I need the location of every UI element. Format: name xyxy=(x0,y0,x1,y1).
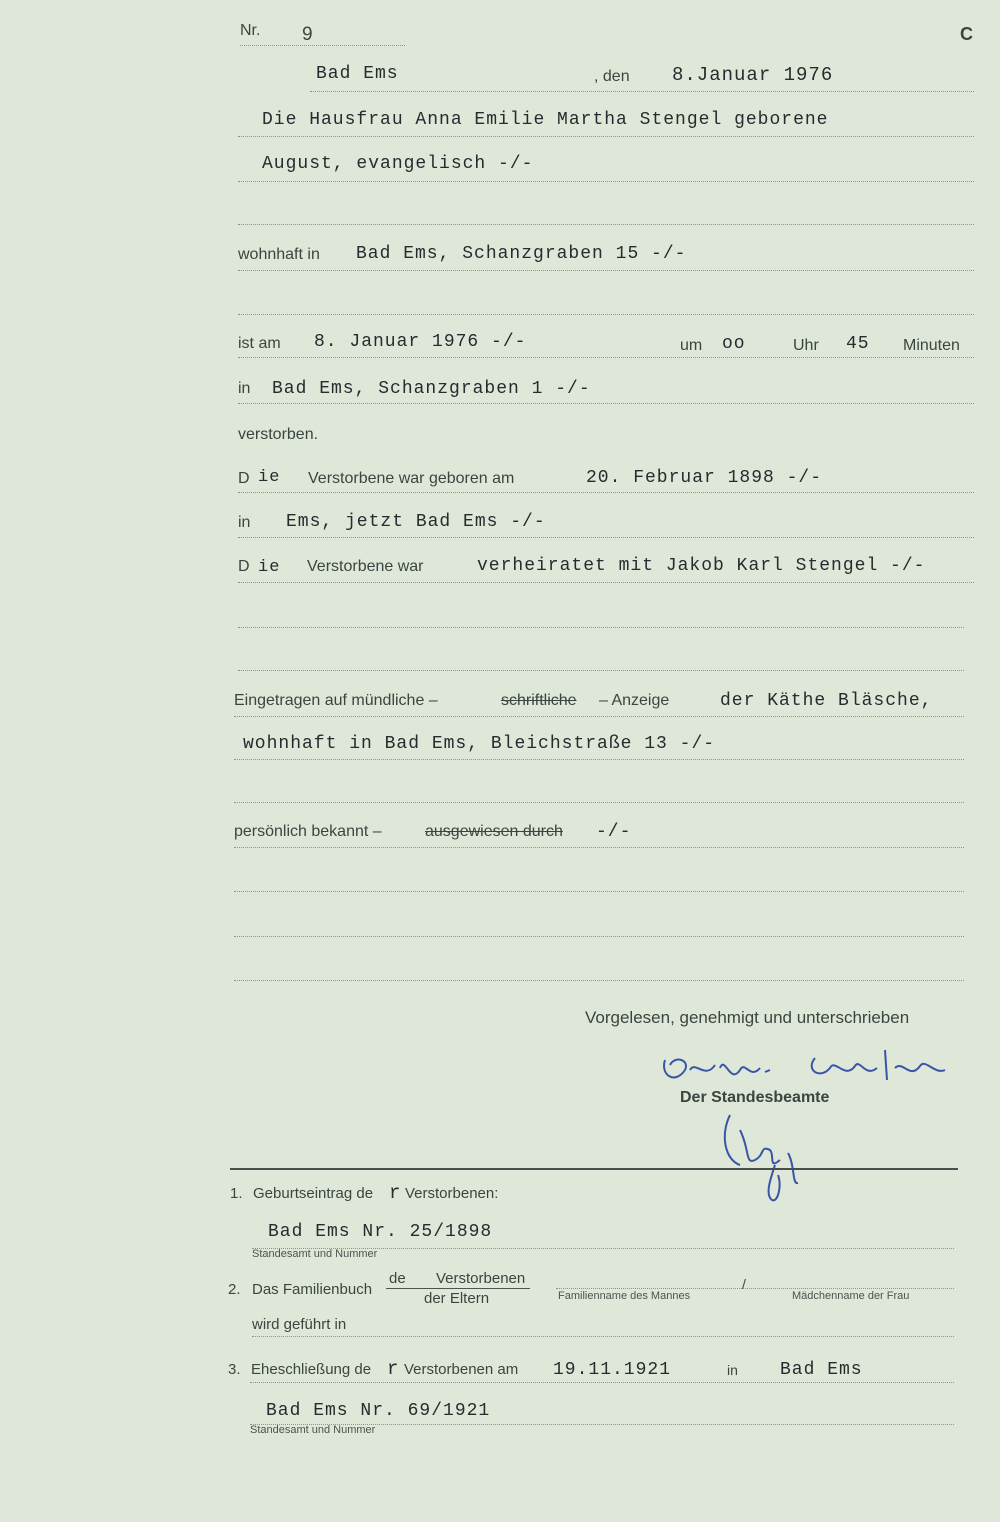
person-line-2-dots xyxy=(238,181,974,182)
note-3-in: in xyxy=(727,1362,738,1378)
um-label: um xyxy=(680,337,703,354)
blank-line-7 xyxy=(234,936,964,937)
residence-dots xyxy=(238,270,974,271)
note-2-wife-caption: Mädchenname der Frau xyxy=(792,1290,910,1302)
note-1-label: Geburtseintrag de xyxy=(253,1185,374,1202)
note-3-r: r xyxy=(387,1358,400,1380)
note-2-label: Das Familienbuch xyxy=(252,1281,373,1298)
death-place: Bad Ems, Schanzgraben 1 -/- xyxy=(272,379,591,399)
note-3-number: 3. xyxy=(228,1361,241,1378)
note-3-dots xyxy=(250,1382,954,1383)
note-1-value: Bad Ems Nr. 25/1898 xyxy=(268,1222,493,1242)
note-2-name-dots xyxy=(556,1288,954,1289)
birth-text: Verstorbene war geboren am xyxy=(308,470,515,487)
identity-label: persönlich bekannt – xyxy=(234,823,382,840)
note-1-tail: Verstorbenen: xyxy=(405,1185,499,1202)
nr-dotted-line xyxy=(240,45,405,46)
report-label-b: – Anzeige xyxy=(599,692,670,709)
report-label-a: Eingetragen auf mündliche – xyxy=(234,692,438,709)
identity-dots xyxy=(234,847,964,848)
nr-value: 9 xyxy=(302,24,313,45)
note-2-top-de: de xyxy=(389,1270,406,1287)
birth-place-dots xyxy=(238,537,974,538)
note-2-fraction-line xyxy=(386,1288,530,1289)
den-label: , den xyxy=(594,68,630,85)
death-in-label: in xyxy=(238,380,251,397)
residence-label: wohnhaft in xyxy=(238,246,320,263)
ist-am-label: ist am xyxy=(238,335,281,352)
birth-d-label: D xyxy=(238,470,250,487)
nr-label: Nr. xyxy=(240,22,261,39)
marital-d-label: D xyxy=(238,558,250,575)
death-hour: oo xyxy=(722,334,746,354)
corner-letter: C xyxy=(960,24,973,44)
note-2-tail: wird geführt in xyxy=(252,1316,347,1333)
note-3-date: 19.11.1921 xyxy=(553,1360,672,1380)
place-date-line xyxy=(310,91,974,92)
place-value: Bad Ems xyxy=(316,64,399,84)
note-3-label: Eheschließung de xyxy=(251,1361,372,1378)
birth-date-dots xyxy=(238,492,974,493)
death-date: 8. Januar 1976 -/- xyxy=(314,332,527,352)
person-line-2: August, evangelisch -/- xyxy=(262,154,534,174)
date-value: 8.Januar 1976 xyxy=(672,64,834,86)
report-value-2: wohnhaft in Bad Ems, Bleichstraße 13 -/- xyxy=(243,734,716,754)
note-2-husband-caption: Familienname des Mannes xyxy=(558,1290,691,1302)
blank-line-4 xyxy=(238,670,964,671)
note-2-slash: / xyxy=(742,1276,746,1292)
uhr-label: Uhr xyxy=(793,337,819,354)
note-2-number: 2. xyxy=(228,1281,241,1298)
blank-line-6 xyxy=(234,891,964,892)
identity-value: -/- xyxy=(596,822,632,842)
blank-line-1 xyxy=(238,224,974,225)
note-1-r: r xyxy=(389,1182,402,1204)
notes-divider xyxy=(230,1168,958,1170)
official-title: Der Standesbeamte xyxy=(680,1089,830,1106)
report-dots-1 xyxy=(234,716,964,717)
verstorben-label: verstorben. xyxy=(238,426,319,443)
birth-place: Ems, jetzt Bad Ems -/- xyxy=(286,512,546,532)
blank-line-3 xyxy=(238,627,964,628)
identity-struck: ausgewiesen durch xyxy=(425,823,563,840)
note-2-dots xyxy=(252,1336,954,1337)
death-minutes: 45 xyxy=(846,334,870,354)
birth-ie: ie xyxy=(258,468,281,487)
birth-date: 20. Februar 1898 -/- xyxy=(586,468,823,488)
person-line-1-dots xyxy=(238,136,974,137)
report-label-struck: schriftliche xyxy=(501,692,577,709)
report-value-1: der Käthe Bläsche, xyxy=(720,691,933,711)
person-line-1: Die Hausfrau Anna Emilie Martha Stengel geborene xyxy=(262,110,829,130)
blank-line-8 xyxy=(234,980,964,981)
note-3-tail: Verstorbenen am xyxy=(404,1361,519,1378)
residence-value: Bad Ems, Schanzgraben 15 -/- xyxy=(356,244,687,264)
death-place-dots xyxy=(238,403,974,404)
marital-dots xyxy=(238,582,974,583)
note-1-number: 1. xyxy=(230,1185,243,1202)
blank-line-5 xyxy=(234,802,964,803)
blank-line-2 xyxy=(238,314,974,315)
note-1-caption: Standesamt und Nummer xyxy=(252,1248,378,1260)
report-dots-2 xyxy=(234,759,964,760)
note-3-caption: Standesamt und Nummer xyxy=(250,1424,376,1436)
marital-ie: ie xyxy=(258,558,281,577)
marital-value: verheiratet mit Jakob Karl Stengel -/- xyxy=(477,556,926,576)
birth-in-label: in xyxy=(238,514,251,531)
note-3-value: Bad Ems Nr. 69/1921 xyxy=(266,1401,491,1421)
note-2-top: Verstorbenen xyxy=(436,1270,526,1287)
note-2-bottom: der Eltern xyxy=(424,1290,490,1307)
read-approved-text: Vorgelesen, genehmigt und unterschrieben xyxy=(585,1008,910,1027)
minuten-label: Minuten xyxy=(903,337,960,354)
registrar-signature xyxy=(710,1105,810,1210)
death-date-dots xyxy=(238,357,974,358)
marital-text: Verstorbene war xyxy=(307,558,424,575)
note-3-place: Bad Ems xyxy=(780,1360,863,1380)
